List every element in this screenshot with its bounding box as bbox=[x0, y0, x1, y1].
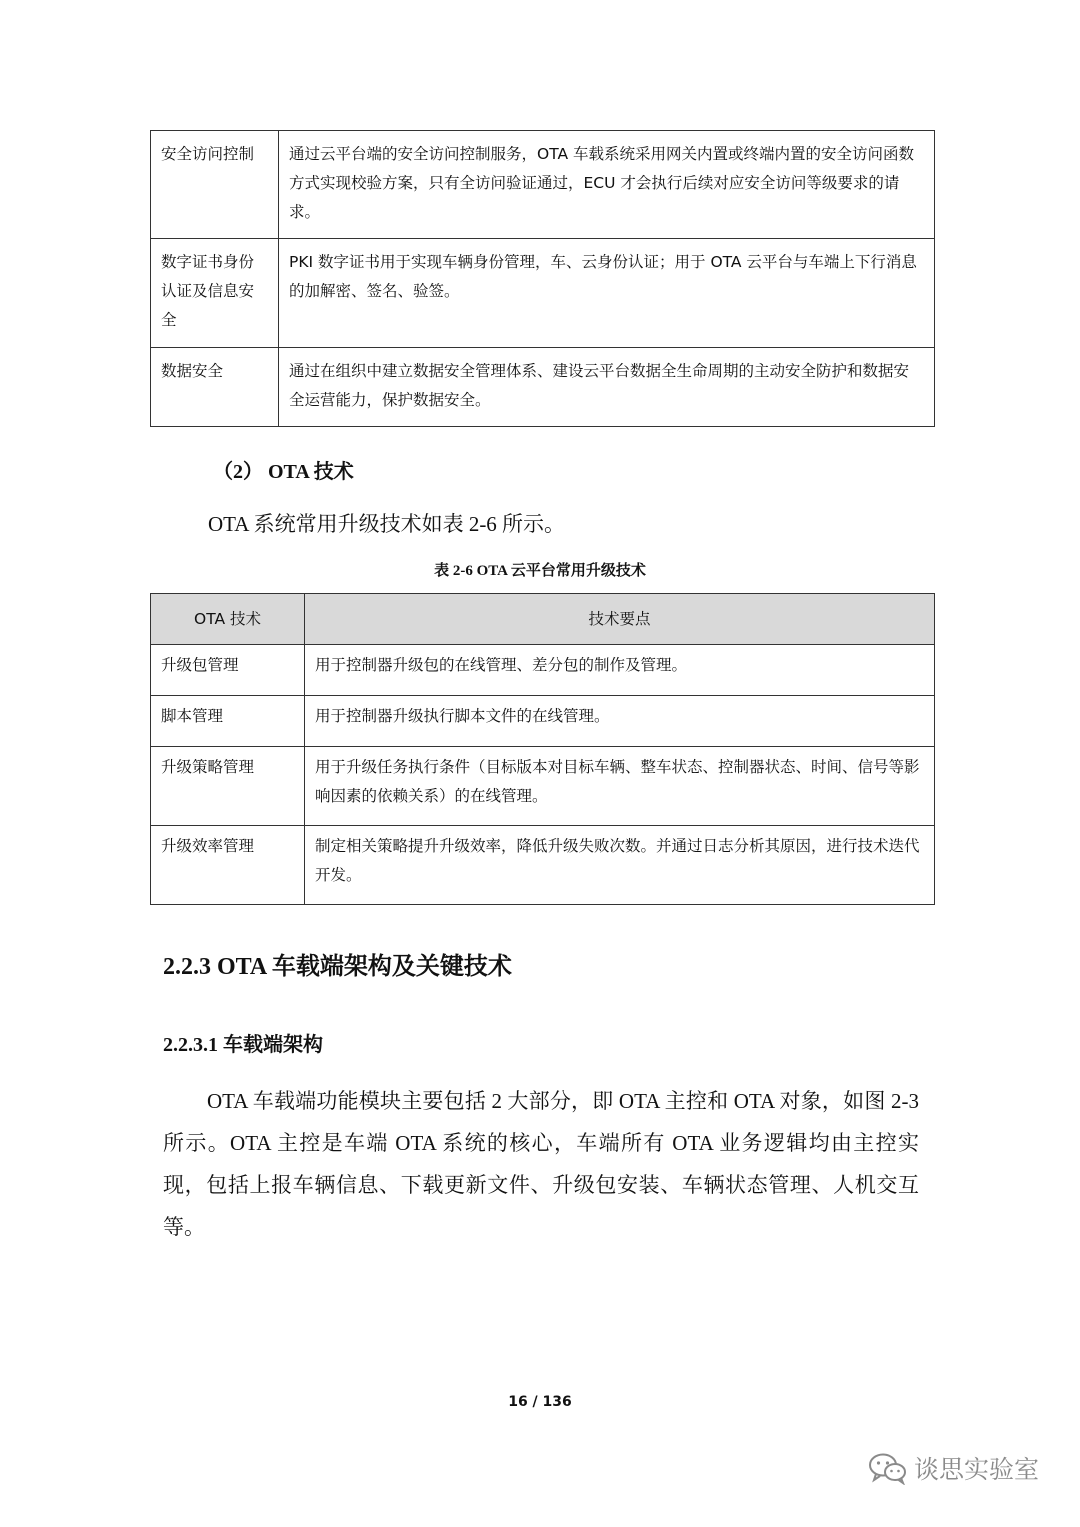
table-row bbox=[151, 826, 935, 905]
table-row bbox=[151, 239, 935, 348]
table-row bbox=[151, 696, 935, 747]
ota-tech-table bbox=[150, 593, 935, 905]
intro-line: OTA 系统常用升级技术如表 2-6 所示。 bbox=[208, 512, 566, 536]
sub-heading: （2） OTA 技术 bbox=[213, 461, 354, 483]
watermark-text: 谈思实验室 bbox=[914, 1455, 1040, 1484]
table-cell-tech: 升级策略管理 bbox=[151, 747, 305, 826]
table-cell-desc: 通过在组织中建立数据安全管理体系、建设云平台数据全生命周期的主动安全防护和数据安全运营能力，保护数据安全。 bbox=[279, 348, 935, 427]
table-header-row bbox=[151, 594, 935, 645]
table-cell-tech: 升级效率管理 bbox=[151, 826, 305, 905]
table-row bbox=[151, 348, 935, 427]
table-row bbox=[151, 131, 935, 239]
table-cell-points: 用于控制器升级包的在线管理、差分包的制作及管理。 bbox=[305, 645, 935, 696]
page-number: 16 / 136 bbox=[508, 1394, 572, 1410]
table-cell-item: 安全访问控制 bbox=[151, 131, 279, 239]
table-cell-points: 用于控制器升级执行脚本文件的在线管理。 bbox=[305, 696, 935, 747]
table-cell-desc: PKI 数字证书用于实现车辆身份管理，车、云身份认证；用于 OTA 云平台与车端上下行消息的加解密、签名、验签。 bbox=[279, 239, 935, 348]
table-cell-points: 用于升级任务执行条件（目标版本对目标车辆、整车状态、控制器状态、时间、信号等影响因素的依赖关系）的在线管理。 bbox=[305, 747, 935, 826]
body-paragraph: OTA 车载端功能模块主要包括 2 大部分，即 OTA 主控和 OTA 对象，如图 2-3 所示。OTA 主控是车端 OTA 系统的核心，车端所有 OTA 业务逻辑均由主控实现，包括上报车辆信息、下载更新文件、升级包安装、车辆状态管理、人机交互等。 bbox=[163, 1089, 919, 1239]
table-cell-desc: 通过云平台端的安全访问控制服务，OTA 车载系统采用网关内置或终端内置的安全访问函数方式实现校验方案，只有全访问验证通过，ECU 才会执行后续对应安全访问等级要求的请求。 bbox=[279, 131, 935, 239]
wechat-icon bbox=[868, 1451, 908, 1485]
table-row bbox=[151, 747, 935, 826]
table-caption: 表 2-6 OTA 云平台常用升级技术 bbox=[434, 563, 646, 579]
table-cell-points: 制定相关策略提升升级效率，降低升级失败次数。并通过日志分析其原因，进行技术迭代开发。 bbox=[305, 826, 935, 905]
section-heading-2-2-3: 2.2.3 OTA 车载端架构及关键技术 bbox=[163, 954, 512, 980]
table-row bbox=[151, 645, 935, 696]
watermark bbox=[868, 1450, 1039, 1486]
table-cell-item: 数据安全 bbox=[151, 348, 279, 427]
security-table bbox=[150, 130, 935, 427]
table-cell-item: 数字证书身份认证及信息安全 bbox=[151, 239, 279, 348]
section-heading-2-2-3-1: 2.2.3.1 车载端架构 bbox=[163, 1034, 323, 1056]
column-header: OTA 技术 bbox=[151, 594, 305, 645]
table-cell-tech: 脚本管理 bbox=[151, 696, 305, 747]
table-cell-tech: 升级包管理 bbox=[151, 645, 305, 696]
column-header: 技术要点 bbox=[305, 594, 935, 645]
